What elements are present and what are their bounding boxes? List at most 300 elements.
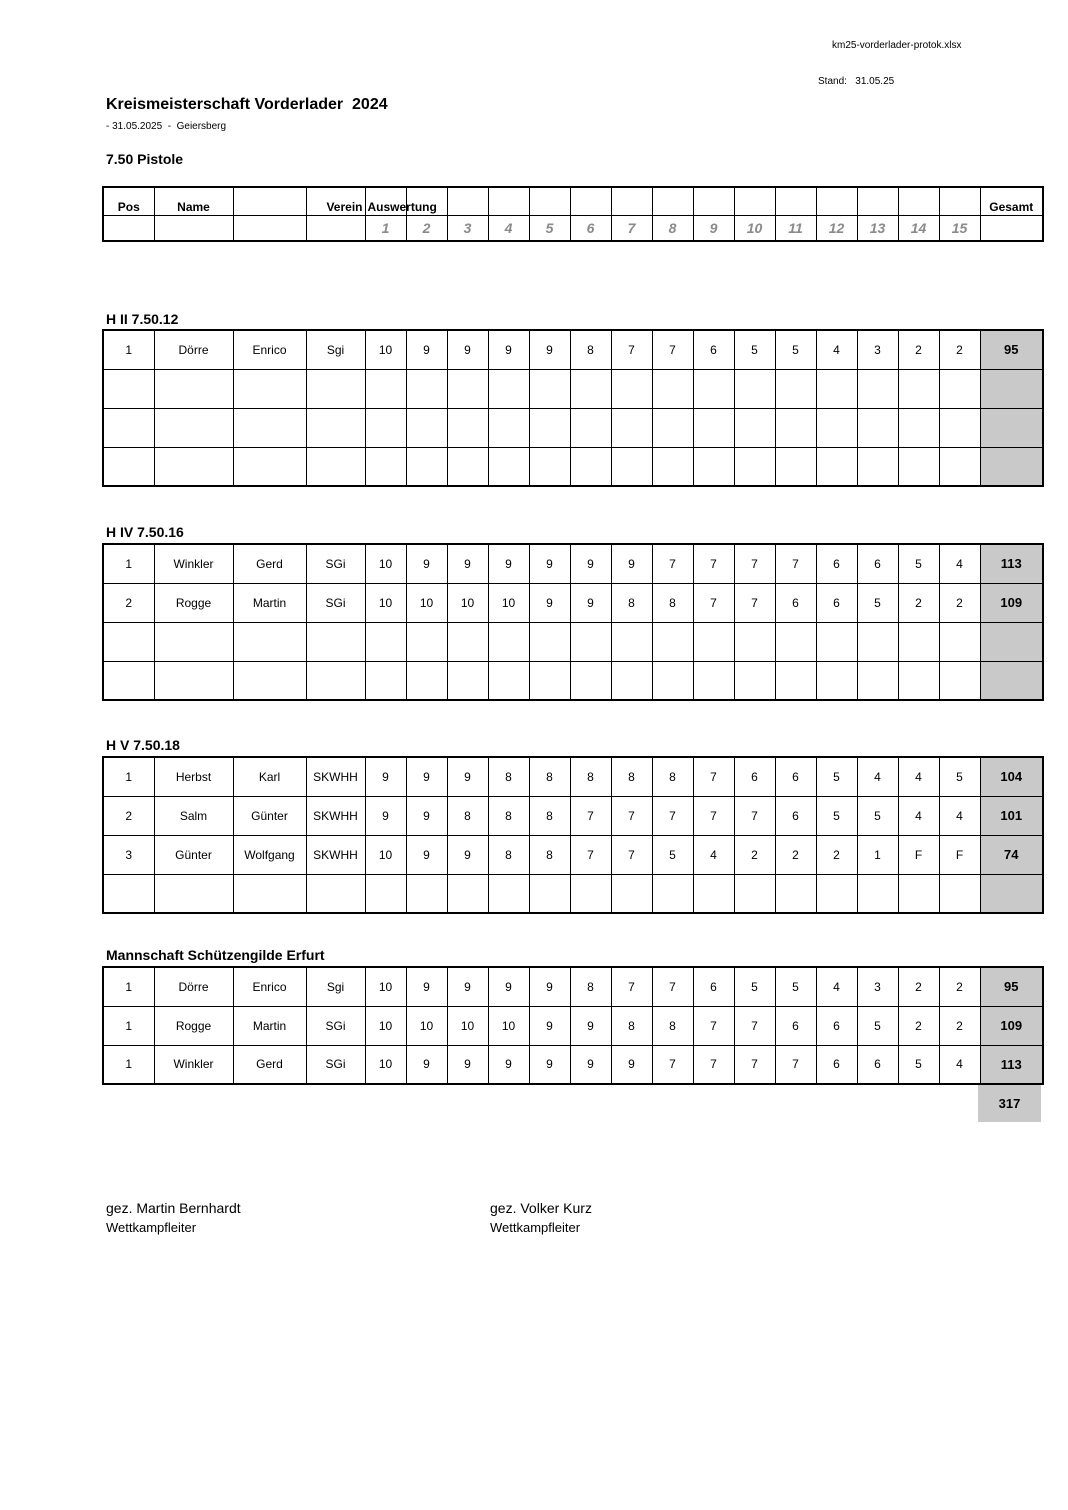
cell-pos: [103, 874, 154, 913]
cell-shot: 6: [693, 330, 734, 369]
cell-shot: 5: [775, 967, 816, 1006]
shot-number: 3: [447, 215, 488, 241]
cell-shot: [693, 622, 734, 661]
results-table-h5: [102, 756, 1044, 914]
cell-club: Sgi: [306, 330, 365, 369]
cell-shot: [570, 622, 611, 661]
cell-shot: [488, 622, 529, 661]
cell-shot: [816, 369, 857, 408]
cell-shot: 9: [488, 544, 529, 583]
cell-shot: 7: [652, 330, 693, 369]
cell-shot: 9: [447, 835, 488, 874]
table-row: [103, 408, 1043, 447]
cell-shot: 5: [857, 1006, 898, 1045]
cell-shot: 5: [775, 330, 816, 369]
shot-number-row: [103, 215, 1043, 241]
col-pos: Pos: [103, 187, 154, 215]
team-total: 317: [978, 1085, 1041, 1122]
cell-first-name: Karl: [233, 757, 306, 796]
cell-shot: [529, 661, 570, 700]
cell-shot: 8: [611, 1006, 652, 1045]
col-shot-8: [652, 187, 693, 215]
cell-shot: 10: [365, 544, 406, 583]
cell-last-name: Winkler: [154, 544, 233, 583]
cell-shot: 5: [857, 796, 898, 835]
table-row: [103, 835, 1043, 874]
cell-total: [980, 447, 1043, 486]
cell-shot: 6: [816, 1006, 857, 1045]
cell-shot: [611, 369, 652, 408]
cell-shot: 4: [939, 796, 980, 835]
cell-shot: 8: [570, 757, 611, 796]
cell-shot: [652, 369, 693, 408]
cell-shot: 9: [406, 544, 447, 583]
cell-shot: 9: [406, 1045, 447, 1084]
cell-shot: [816, 874, 857, 913]
cell-total: 113: [980, 544, 1043, 583]
cell-shot: 9: [488, 1045, 529, 1084]
cell-shot: [447, 661, 488, 700]
cell-shot: 9: [529, 583, 570, 622]
cell-shot: 1: [857, 835, 898, 874]
cell-shot: 8: [488, 835, 529, 874]
cell-shot: 9: [447, 757, 488, 796]
cell-shot: 7: [775, 1045, 816, 1084]
cell-shot: F: [939, 835, 980, 874]
cell-club: SKWHH: [306, 757, 365, 796]
cell-shot: 7: [693, 583, 734, 622]
cell-shot: 10: [488, 583, 529, 622]
section-heading: H V 7.50.18: [106, 737, 180, 753]
cell-shot: 9: [570, 1045, 611, 1084]
cell-shot: 8: [652, 1006, 693, 1045]
results-table-team: [102, 966, 1044, 1085]
cell-shot: 8: [611, 757, 652, 796]
cell-shot: 10: [365, 835, 406, 874]
cell-shot: [529, 874, 570, 913]
cell-shot: 6: [775, 1006, 816, 1045]
cell-shot: [939, 369, 980, 408]
section-heading: Mannschaft Schützengilde Erfurt: [106, 947, 325, 963]
cell-shot: 10: [447, 583, 488, 622]
cell-shot: 7: [611, 835, 652, 874]
cell-shot: 2: [734, 835, 775, 874]
cell-shot: [734, 874, 775, 913]
file-name: km25-vorderlader-protok.xlsx: [832, 40, 962, 51]
cell-first-name: Günter: [233, 796, 306, 835]
shot-number: 13: [857, 215, 898, 241]
signature-name: gez. Martin Bernhardt: [106, 1200, 241, 1216]
cell-shot: 3: [857, 967, 898, 1006]
cell-shot: 5: [898, 544, 939, 583]
cell-shot: [611, 447, 652, 486]
results-table-h2: [102, 329, 1044, 487]
cell-shot: 10: [365, 1045, 406, 1084]
discipline-heading: 7.50 Pistole: [106, 151, 184, 167]
cell-shot: [857, 447, 898, 486]
cell-shot: [898, 622, 939, 661]
cell-shot: [693, 369, 734, 408]
cell-first-name: Gerd: [233, 1045, 306, 1084]
col-shot-10: [734, 187, 775, 215]
cell-shot: 9: [570, 544, 611, 583]
col-auswertung: Auswertung: [365, 187, 406, 215]
cell-shot: 2: [816, 835, 857, 874]
cell-first-name: Enrico: [233, 330, 306, 369]
shot-number: 12: [816, 215, 857, 241]
col-shot-13: [857, 187, 898, 215]
cell-shot: 10: [488, 1006, 529, 1045]
stand-label: Stand:: [818, 76, 847, 87]
signature-role: Wettkampfleiter: [490, 1220, 581, 1235]
cell-last-name: [154, 369, 233, 408]
cell-shot: [775, 874, 816, 913]
cell-shot: 10: [406, 583, 447, 622]
cell-shot: [611, 408, 652, 447]
cell-shot: [406, 369, 447, 408]
cell-shot: 8: [652, 583, 693, 622]
cell-first-name: [233, 874, 306, 913]
cell-last-name: Günter: [154, 835, 233, 874]
cell-shot: [775, 661, 816, 700]
cell-last-name: [154, 874, 233, 913]
cell-shot: 7: [693, 757, 734, 796]
col-gesamt: Gesamt: [980, 187, 1043, 215]
cell-shot: 9: [488, 967, 529, 1006]
cell-shot: [693, 447, 734, 486]
cell-shot: 9: [447, 967, 488, 1006]
cell-shot: [734, 369, 775, 408]
cell-shot: [734, 661, 775, 700]
cell-shot: 5: [734, 967, 775, 1006]
table-row: [103, 1006, 1043, 1045]
cell-shot: 2: [898, 330, 939, 369]
cell-total: 104: [980, 757, 1043, 796]
col-shot-14: [898, 187, 939, 215]
cell-first-name: Martin: [233, 583, 306, 622]
cell-shot: [447, 622, 488, 661]
cell-shot: [611, 874, 652, 913]
cell-pos: [103, 369, 154, 408]
cell-shot: [734, 622, 775, 661]
cell-shot: [447, 369, 488, 408]
cell-shot: 6: [857, 544, 898, 583]
cell-last-name: Winkler: [154, 1045, 233, 1084]
cell-shot: 7: [693, 1006, 734, 1045]
col-shot-4: [488, 187, 529, 215]
cell-shot: 9: [488, 330, 529, 369]
cell-shot: [611, 661, 652, 700]
cell-shot: [570, 408, 611, 447]
cell-shot: [365, 369, 406, 408]
cell-shot: [693, 661, 734, 700]
section-heading: H II 7.50.12: [106, 311, 179, 327]
cell-shot: [570, 447, 611, 486]
table-row: [103, 796, 1043, 835]
cell-shot: 5: [816, 796, 857, 835]
cell-shot: 6: [775, 583, 816, 622]
stand-info: [818, 76, 894, 87]
cell-pos: 1: [103, 544, 154, 583]
cell-shot: 5: [939, 757, 980, 796]
cell-shot: [365, 408, 406, 447]
cell-shot: 2: [898, 1006, 939, 1045]
cell-shot: 7: [734, 1045, 775, 1084]
cell-shot: 10: [365, 583, 406, 622]
cell-shot: 7: [734, 583, 775, 622]
cell-shot: 4: [898, 796, 939, 835]
cell-shot: 4: [816, 330, 857, 369]
cell-shot: 4: [693, 835, 734, 874]
cell-total: [980, 408, 1043, 447]
col-shot-9: [693, 187, 734, 215]
cell-shot: 7: [734, 1006, 775, 1045]
cell-first-name: Gerd: [233, 544, 306, 583]
cell-shot: [898, 408, 939, 447]
cell-shot: 9: [570, 1006, 611, 1045]
cell-shot: 6: [734, 757, 775, 796]
cell-shot: [652, 874, 693, 913]
cell-shot: 9: [447, 544, 488, 583]
cell-shot: [570, 661, 611, 700]
shot-number: 7: [611, 215, 652, 241]
cell-shot: [652, 661, 693, 700]
stand-date: 31.05.25: [855, 76, 895, 87]
cell-shot: [693, 874, 734, 913]
cell-pos: 1: [103, 1006, 154, 1045]
cell-shot: 9: [529, 967, 570, 1006]
cell-shot: 2: [898, 967, 939, 1006]
shot-number: 4: [488, 215, 529, 241]
cell-shot: 7: [775, 544, 816, 583]
cell-total: [980, 661, 1043, 700]
cell-shot: 6: [857, 1045, 898, 1084]
cell-last-name: Dörre: [154, 967, 233, 1006]
shot-number: 15: [939, 215, 980, 241]
column-header-table: [102, 186, 1044, 242]
cell-shot: 8: [570, 967, 611, 1006]
cell-shot: 7: [652, 967, 693, 1006]
cell-first-name: [233, 447, 306, 486]
cell-shot: [816, 622, 857, 661]
cell-shot: 8: [529, 835, 570, 874]
cell-shot: 4: [898, 757, 939, 796]
cell-pos: 3: [103, 835, 154, 874]
cell-pos: 1: [103, 967, 154, 1006]
cell-total: 95: [980, 967, 1043, 1006]
cell-shot: 6: [816, 1045, 857, 1084]
cell-pos: [103, 661, 154, 700]
cell-shot: 8: [488, 796, 529, 835]
signature-name: gez. Volker Kurz: [490, 1200, 592, 1216]
cell-shot: 4: [939, 1045, 980, 1084]
cell-shot: 8: [570, 330, 611, 369]
cell-shot: 4: [816, 967, 857, 1006]
cell-shot: [652, 622, 693, 661]
col-shot-5: [529, 187, 570, 215]
cell-shot: [898, 447, 939, 486]
col-name-first: [233, 187, 306, 215]
cell-shot: [816, 661, 857, 700]
table-row: [103, 544, 1043, 583]
cell-shot: 9: [365, 757, 406, 796]
cell-shot: [857, 874, 898, 913]
cell-pos: [103, 408, 154, 447]
shot-number: 2: [406, 215, 447, 241]
cell-shot: 10: [365, 1006, 406, 1045]
cell-shot: [488, 661, 529, 700]
empty-cell: [306, 215, 365, 241]
table-row: [103, 369, 1043, 408]
header-row: [103, 187, 1043, 215]
cell-pos: 1: [103, 330, 154, 369]
cell-shot: 7: [693, 544, 734, 583]
cell-shot: [406, 661, 447, 700]
cell-first-name: [233, 369, 306, 408]
cell-shot: [939, 408, 980, 447]
cell-shot: 9: [529, 544, 570, 583]
cell-shot: [939, 661, 980, 700]
cell-shot: [857, 369, 898, 408]
shot-number: 14: [898, 215, 939, 241]
cell-shot: 9: [365, 796, 406, 835]
cell-shot: 5: [857, 583, 898, 622]
cell-shot: [529, 369, 570, 408]
cell-total: 109: [980, 1006, 1043, 1045]
cell-shot: 8: [529, 796, 570, 835]
cell-shot: 7: [652, 796, 693, 835]
table-row: [103, 447, 1043, 486]
cell-shot: 5: [734, 330, 775, 369]
cell-shot: [365, 447, 406, 486]
cell-last-name: [154, 622, 233, 661]
cell-shot: 4: [857, 757, 898, 796]
cell-shot: [775, 447, 816, 486]
cell-shot: [775, 622, 816, 661]
cell-last-name: Salm: [154, 796, 233, 835]
shot-number: 10: [734, 215, 775, 241]
cell-shot: [652, 408, 693, 447]
cell-shot: [365, 661, 406, 700]
cell-shot: [406, 622, 447, 661]
cell-pos: 2: [103, 796, 154, 835]
cell-first-name: Enrico: [233, 967, 306, 1006]
table-row: [103, 661, 1043, 700]
cell-shot: 2: [775, 835, 816, 874]
cell-shot: [488, 408, 529, 447]
cell-shot: 9: [529, 330, 570, 369]
cell-shot: 8: [652, 757, 693, 796]
cell-shot: 10: [365, 967, 406, 1006]
col-shot-3: [447, 187, 488, 215]
cell-shot: 7: [693, 1045, 734, 1084]
cell-shot: [734, 408, 775, 447]
shot-number: 11: [775, 215, 816, 241]
empty-cell: [980, 215, 1043, 241]
cell-club: SGi: [306, 544, 365, 583]
cell-first-name: [233, 622, 306, 661]
cell-club: [306, 622, 365, 661]
cell-pos: 1: [103, 757, 154, 796]
col-shot-15: [939, 187, 980, 215]
cell-shot: [857, 408, 898, 447]
cell-shot: 8: [529, 757, 570, 796]
cell-shot: [898, 369, 939, 408]
cell-club: SGi: [306, 1006, 365, 1045]
cell-first-name: Martin: [233, 1006, 306, 1045]
empty-cell: [103, 215, 154, 241]
cell-total: [980, 874, 1043, 913]
page-title: Kreismeisterschaft Vorderlader 2024: [106, 96, 388, 113]
results-table-h4: [102, 543, 1044, 701]
cell-shot: 7: [611, 796, 652, 835]
cell-pos: 2: [103, 583, 154, 622]
col-shot-12: [816, 187, 857, 215]
cell-shot: [857, 661, 898, 700]
col-name: Name: [154, 187, 233, 215]
cell-club: SKWHH: [306, 835, 365, 874]
table-row: [103, 967, 1043, 1006]
cell-shot: [447, 874, 488, 913]
cell-club: [306, 874, 365, 913]
table-row: [103, 583, 1043, 622]
cell-shot: 9: [611, 1045, 652, 1084]
cell-shot: 5: [898, 1045, 939, 1084]
shot-number: 5: [529, 215, 570, 241]
cell-shot: 7: [734, 796, 775, 835]
table-row: [103, 1045, 1043, 1084]
cell-total: [980, 369, 1043, 408]
cell-total: 113: [980, 1045, 1043, 1084]
table-row: [103, 757, 1043, 796]
cell-shot: 9: [406, 835, 447, 874]
cell-last-name: Dörre: [154, 330, 233, 369]
cell-shot: [365, 874, 406, 913]
cell-shot: [406, 874, 447, 913]
cell-shot: [939, 447, 980, 486]
cell-shot: [816, 447, 857, 486]
cell-first-name: Wolfgang: [233, 835, 306, 874]
col-shot-6: [570, 187, 611, 215]
empty-cell: [154, 215, 233, 241]
section-heading: H IV 7.50.16: [106, 524, 184, 540]
cell-shot: 10: [406, 1006, 447, 1045]
cell-shot: 6: [775, 796, 816, 835]
cell-shot: 7: [652, 544, 693, 583]
cell-club: [306, 408, 365, 447]
cell-shot: F: [898, 835, 939, 874]
cell-shot: [406, 408, 447, 447]
cell-first-name: [233, 661, 306, 700]
cell-shot: 4: [939, 544, 980, 583]
cell-club: Sgi: [306, 967, 365, 1006]
cell-shot: 7: [611, 330, 652, 369]
cell-shot: 6: [816, 583, 857, 622]
cell-club: SKWHH: [306, 796, 365, 835]
cell-shot: 6: [775, 757, 816, 796]
col-verein: Verein: [306, 187, 365, 215]
cell-pos: [103, 447, 154, 486]
cell-club: SGi: [306, 1045, 365, 1084]
cell-shot: [488, 874, 529, 913]
cell-shot: [775, 369, 816, 408]
cell-last-name: Herbst: [154, 757, 233, 796]
cell-shot: 9: [447, 330, 488, 369]
cell-total: 95: [980, 330, 1043, 369]
cell-shot: 9: [406, 330, 447, 369]
cell-shot: [939, 874, 980, 913]
cell-shot: 9: [406, 757, 447, 796]
